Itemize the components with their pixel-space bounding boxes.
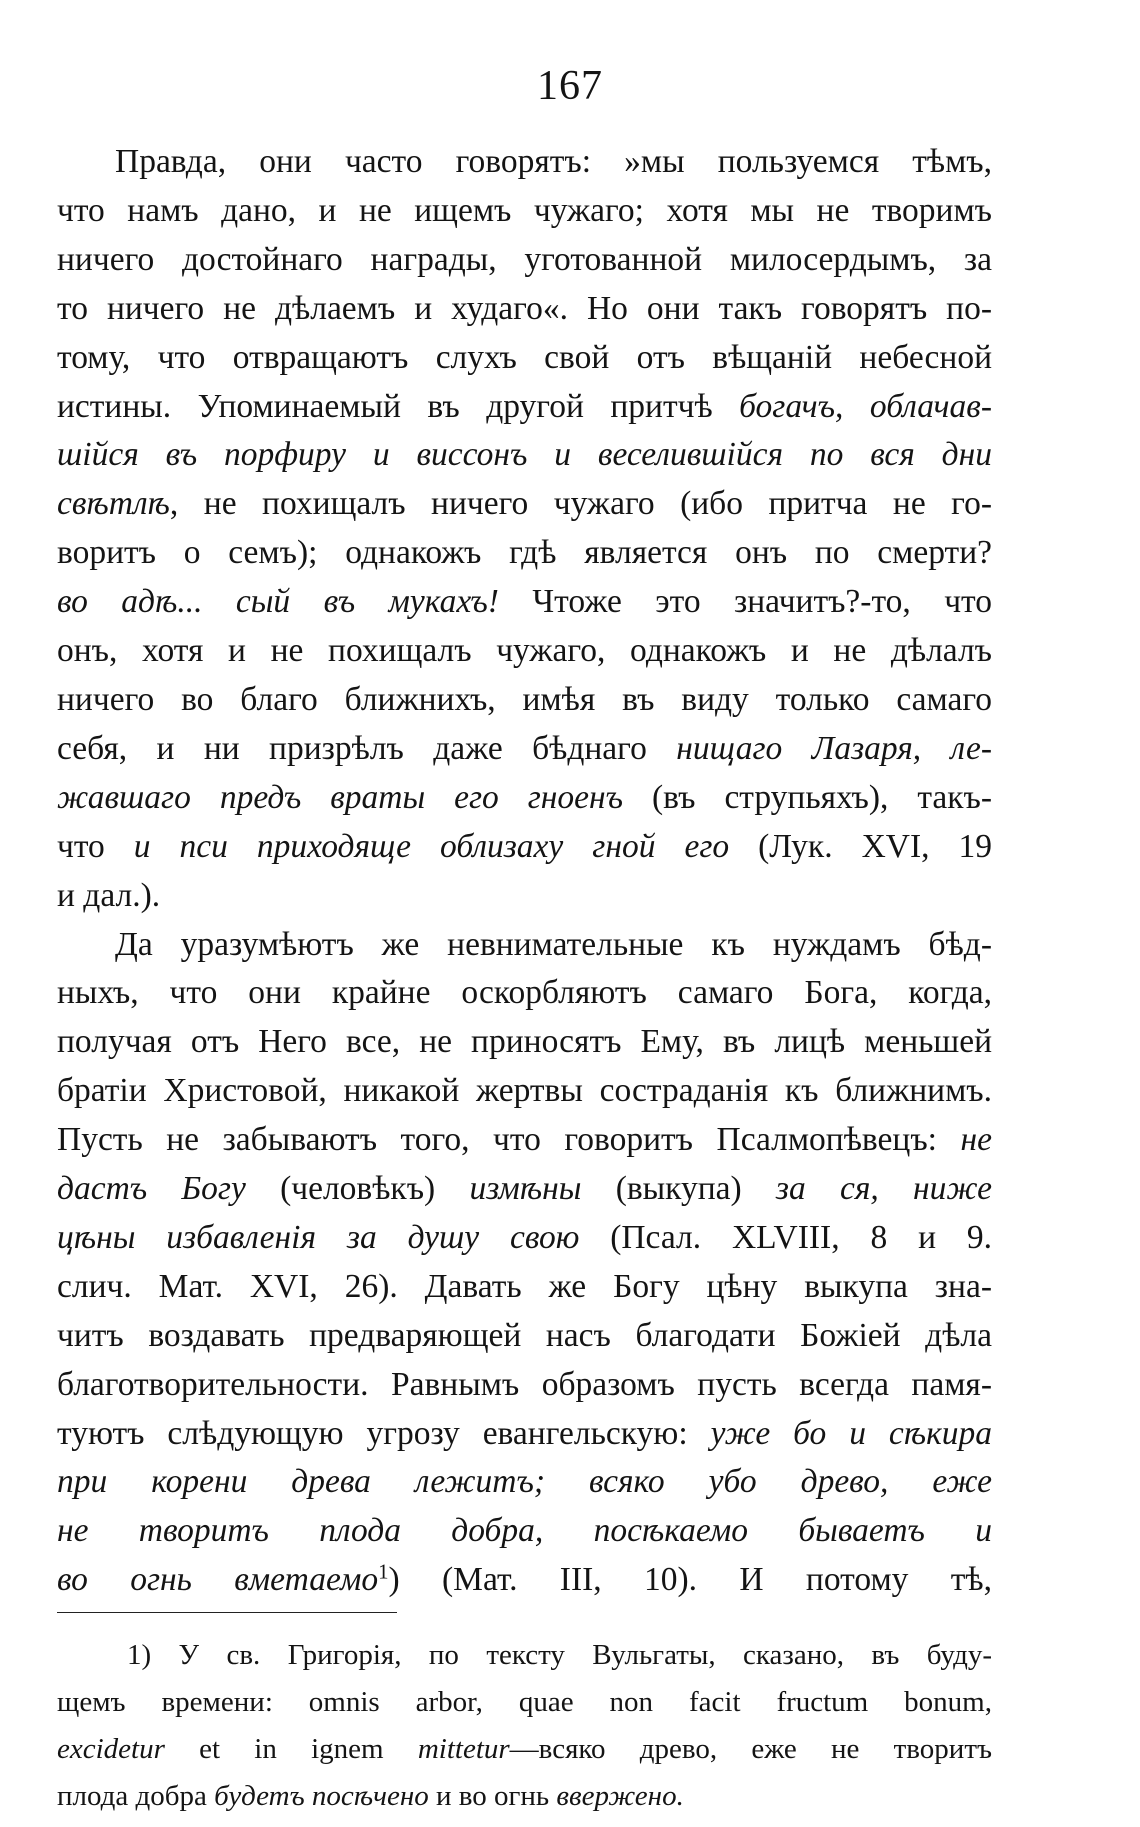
- italic-quote: при корени древа лежитъ; всяко убо древо, еже: [57, 1463, 992, 1501]
- text-line: цѣны избавленія за душу свою (Псал. XLVIII, 8 и 9.: [57, 1218, 992, 1256]
- text-line: тому, что отвращаютъ слухъ свой отъ вѣщаній небесной: [57, 338, 992, 376]
- footnote-line: excidetur et in ignem mittetur—всяко древо, еже не творитъ: [57, 1733, 992, 1765]
- italic-quote: ввержено.: [556, 1780, 684, 1812]
- italic-quote: не творитъ плода добра, посѣкаемо бываетъ и: [57, 1512, 992, 1550]
- paragraph-2: [57, 921, 992, 1606]
- text-line: то ничего не дѣлаемъ и худаго«. Но они такъ говорятъ по-: [57, 289, 992, 327]
- italic-quote: свѣтлѣ: [57, 485, 170, 523]
- italic-quote: за ся, ниже: [775, 1170, 992, 1208]
- italic-quote: excidetur: [57, 1733, 165, 1765]
- italic-quote: во адѣ... сый въ мукахъ!: [57, 583, 499, 621]
- italic-quote: mittetur: [417, 1733, 510, 1765]
- italic-quote: во огнь вметаемо: [57, 1561, 379, 1599]
- italic-quote: цѣны избавленія за душу свою: [57, 1218, 580, 1256]
- body-text: [57, 138, 992, 1605]
- text-line: Пусть не забываютъ того, что говоритъ Псалмопѣвецъ: не: [57, 1121, 992, 1159]
- text-line: [57, 1458, 992, 1507]
- text-line: получая отъ Него все, не приносятъ Ему, въ лицѣ меньшей: [57, 1023, 992, 1061]
- text-line: Правда, они часто говорятъ: »мы пользуемся тѣмъ,: [115, 143, 992, 180]
- footnote-line: 1) У св. Григорія, по тексту Вульгаты, сказано, въ буду-: [127, 1639, 992, 1671]
- footnote-number: 1: [127, 1639, 142, 1671]
- paragraph-1: [57, 138, 992, 921]
- italic-quote: будетъ посѣчено: [214, 1780, 429, 1812]
- italic-quote: богачъ, облачав-: [739, 387, 992, 425]
- italic-quote: нищаго Лазаря, ле-: [676, 729, 992, 767]
- text-line: онъ, хотя и не похищалъ чужаго, однакожъ и не дѣлалъ: [57, 632, 992, 670]
- text-line: ничего достойнаго награды, уготованной милосердымъ, за: [57, 240, 992, 278]
- text-line: свѣтлѣ, не похищалъ ничего чужаго (ибо притча не го-: [57, 485, 992, 523]
- text-line: дастъ Богу (человѣкъ) измѣны (выкупа) за ся, ниже: [57, 1170, 992, 1208]
- text-line: во огнь вметаемо$^1$) (Мат. III, 10). И потому тѣ,: [57, 1560, 992, 1599]
- text-line: воритъ о семъ); однакожъ гдѣ является онъ по смерти?: [57, 534, 992, 572]
- italic-quote: уже бо и сѣкира: [710, 1414, 992, 1452]
- text-line: себя, и ни призрѣлъ даже бѣднаго нищаго Лазаря, ле-: [57, 729, 992, 767]
- text-line: жавшаго предъ враты его гноенъ (въ струпьяхъ), такъ-: [57, 778, 992, 816]
- text-line: во адѣ... сый въ мукахъ! Чтоже это значитъ?-то, что: [57, 583, 992, 621]
- italic-quote: и пси приходяще облизаху гной его: [133, 827, 730, 865]
- footnote-line: щемъ времени: omnis arbor, quae non facit fructum bonum,: [57, 1686, 992, 1718]
- italic-quote: измѣны: [469, 1170, 582, 1208]
- italic-quote: дастъ Богу: [57, 1170, 246, 1208]
- text-line: ныхъ, что они крайне оскорбляютъ самаго Бога, когда,: [57, 974, 992, 1012]
- text-line: слич. Мат. XVI, 26). Давать же Богу цѣну выкупа зна-: [57, 1267, 992, 1305]
- text-line: Да уразумѣютъ же невнимательные къ нуждамъ бѣд-: [115, 925, 992, 963]
- footnote-rule: [57, 1612, 397, 1613]
- text-line: туютъ слѣдующую угрозу евангельскую: уже бо и сѣкира: [57, 1414, 992, 1452]
- text-line: [57, 1507, 992, 1556]
- page-number: 167: [537, 63, 603, 109]
- italic-quote: шійся въ порфиру и виссонъ и веселившійся по вся дни: [57, 436, 992, 474]
- footnote-line: плода добра будетъ посѣчено и во огнь ввержено.: [57, 1780, 684, 1812]
- text-line: читъ воздавать предваряющей насъ благодати Божіей дѣла: [57, 1316, 992, 1354]
- text-line: истины. Упоминаемый въ другой притчѣ богачъ, облачав-: [57, 387, 992, 425]
- italic-quote: не: [960, 1121, 992, 1159]
- italic-quote: жавшаго предъ враты его гноенъ: [57, 778, 624, 816]
- text-line: что намъ дано, и не ищемъ чужаго; хотя мы не творимъ: [57, 191, 992, 229]
- text-line: [57, 431, 992, 480]
- text-line: что и пси приходяще облизаху гной его (Лук. XVI, 19: [57, 827, 992, 865]
- text-line: благотворительности. Равнымъ образомъ пусть всегда памя-: [57, 1365, 992, 1403]
- text-line: ничего во благо ближнихъ, имѣя въ виду только самаго: [57, 680, 992, 718]
- footnote: [57, 1632, 992, 1820]
- footnote-marker: 1: [378, 1560, 389, 1584]
- text-line: и дал.).: [57, 876, 161, 914]
- text-line: братіи Христовой, никакой жертвы состраданія къ ближнимъ.: [57, 1072, 992, 1110]
